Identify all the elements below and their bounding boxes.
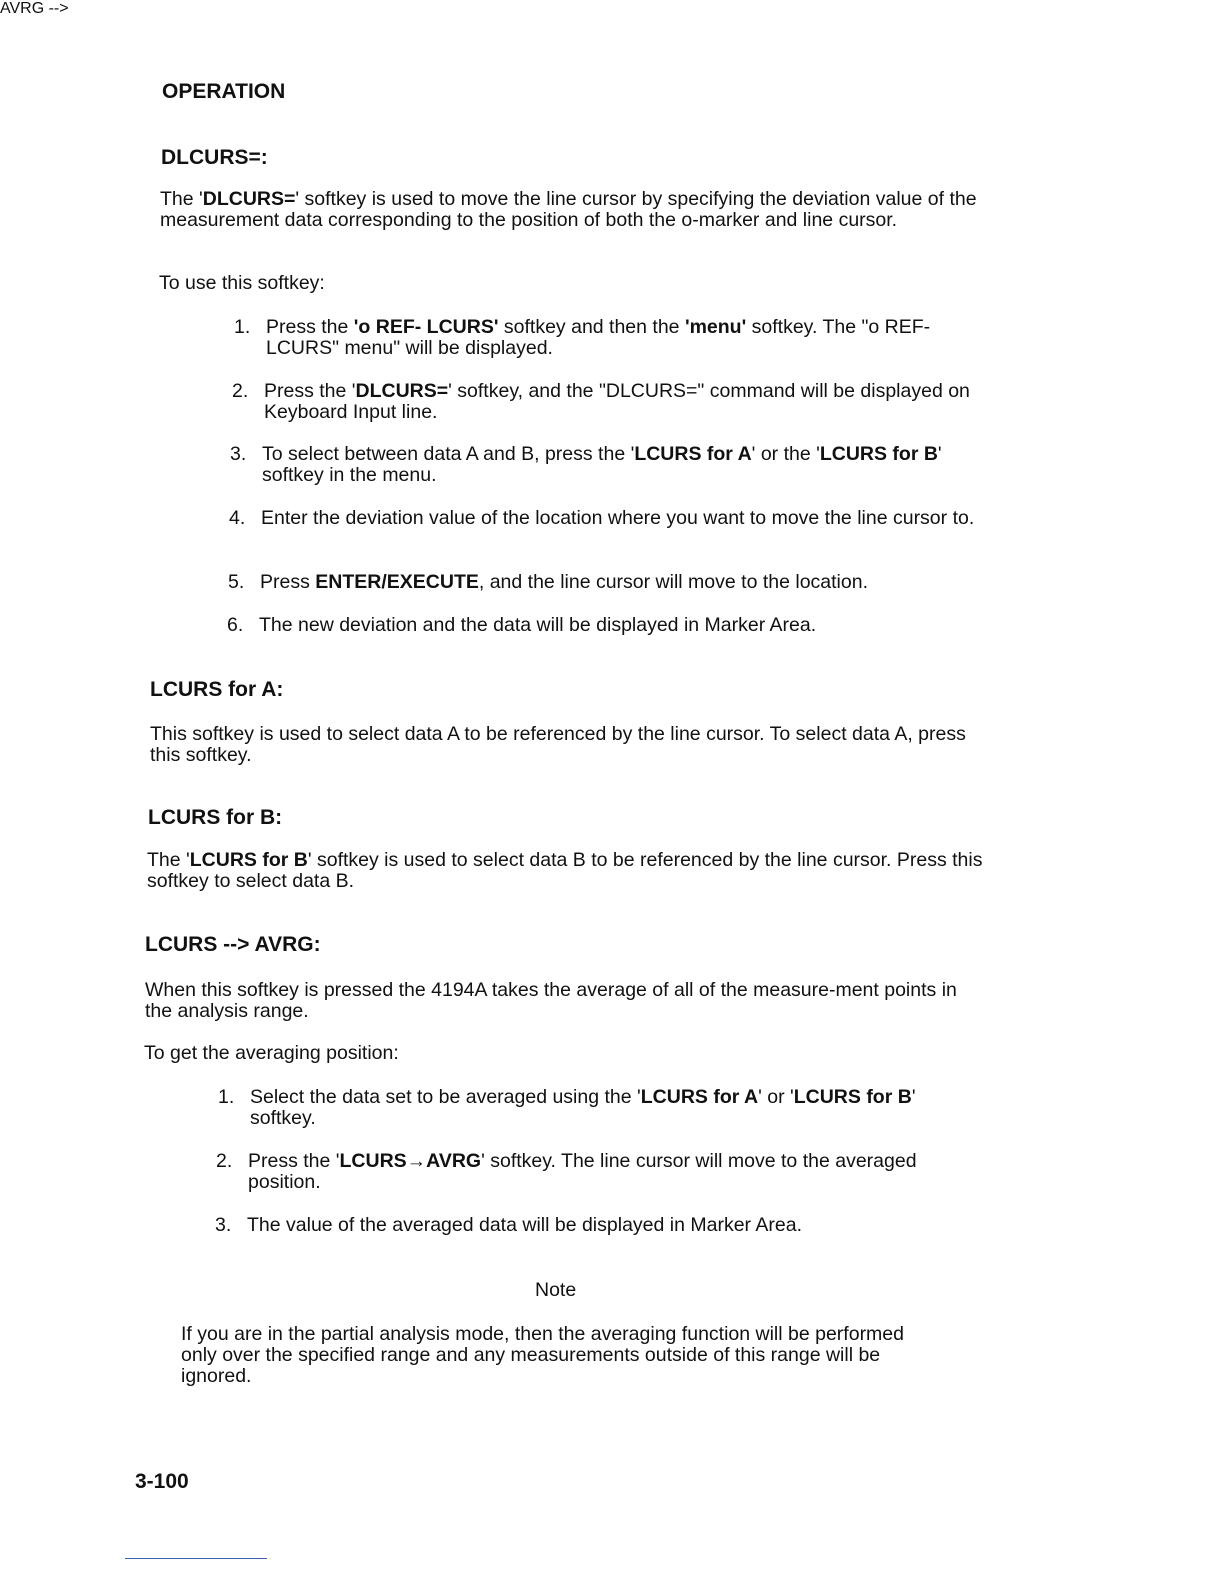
dlcurs-intro: To use this softkey: <box>159 272 325 294</box>
footer-rule <box>125 1558 267 1559</box>
note-title: Note <box>535 1279 577 1301</box>
lcurs-a-heading: LCURS for A: <box>150 678 284 701</box>
page-number: 3-100 <box>135 1470 189 1493</box>
lcurs-a-description: This softkey is used to select data A to be referenced by the line cursor. To select data A, press this softkey. <box>150 723 966 766</box>
lcurs-b-heading: LCURS for B: <box>148 806 283 829</box>
lcurs-b-description: The 'LCURS for B' softkey is used to select data B to be referenced by the line cursor. Press this softkey to select data B. <box>147 849 983 892</box>
lcurs-avrg-intro: To get the averaging position: <box>144 1042 399 1064</box>
lcurs-avrg-heading: LCURS --> AVRG: <box>145 933 321 956</box>
section-title: OPERATION <box>162 80 286 103</box>
note-text: If you are in the partial analysis mode, then the averaging function will be performed only over the specified range and any measurements outside of this range will be ignored. <box>181 1323 904 1387</box>
dlcurs-description: The 'DLCURS=' softkey is used to move the line cursor by specifying the deviation value of the measurement data corresponding to the position of both the o-marker and line cursor. <box>160 188 977 231</box>
dlcurs-heading: DLCURS=: <box>161 146 268 169</box>
lcurs-avrg-description: When this softkey is pressed the 4194A takes the average of all of the measure-ment points in the analysis range. <box>145 979 957 1022</box>
